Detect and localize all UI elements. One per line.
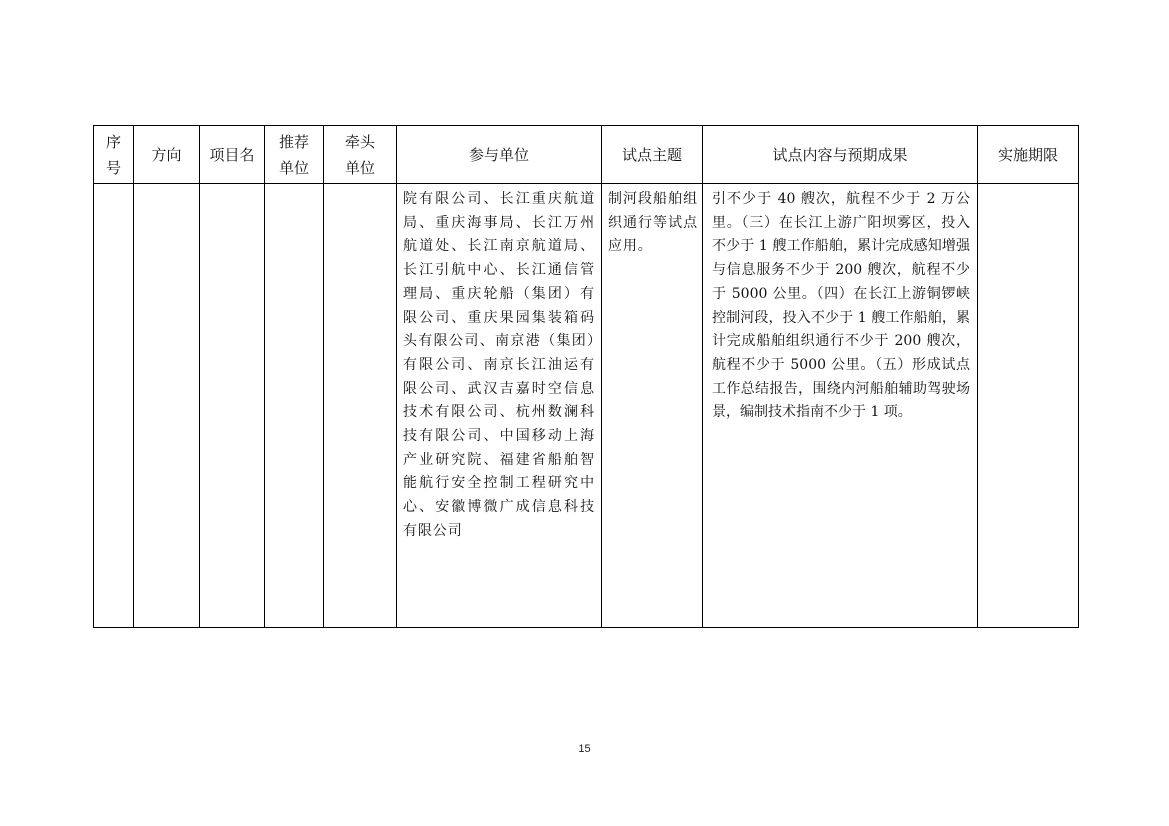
- participants-text: 院有限公司、长江重庆航道局、重庆海事局、长江万州航道处、长江南京航道局、长江引航中心、长江通信管理局、重庆轮船（集团）有限公司、重庆果园集装箱码头有限公司、南京港（集团）有限公司、南京长江油运有限公司、武汉吉嘉时空信息技术有限公司、杭州数澜科技有限公司、中国移动上海产业研究院、福建省船舶智能航行安全控制工程研究中心、安徽博微广成信息科技有限公司: [403, 191, 595, 539]
- cell-participants: [397, 184, 602, 628]
- cell-recommending-unit: [265, 184, 324, 628]
- cell-lead-unit: [324, 184, 397, 628]
- header-content-results: 试点内容与预期成果: [703, 126, 978, 184]
- cell-direction: [134, 184, 200, 628]
- header-index: 序号: [94, 126, 134, 184]
- cell-content-results: [703, 184, 978, 628]
- content-results-text: 引不少于 40 艘次，航程不少于 2 万公里。（三）在长江上游广阳坝雾区，投入不少于 1 艘工作船舶，累计完成感知增强与信息服务不少于 200 艘次，航程不少于 5000 公里。（四）在长江上游铜锣峡控制河段，投入不少于 1 艘工作船舶，累计完成船舶组织通行不少于 200 艘次，航程不少于 5000 公里。（五）形成试点工作总结报告，围绕内河船舶辅助驾驶场景，编制技术指南不少于 1 项。: [712, 191, 970, 421]
- table-header-row: [94, 126, 1079, 184]
- pilot-theme-text: 制河段船舶组织通行等试点应用。: [608, 191, 698, 255]
- table-row: [94, 184, 1079, 628]
- header-recommending-unit: 推荐单位: [265, 126, 324, 184]
- header-pilot-theme: 试点主题: [602, 126, 703, 184]
- page-number: 15: [578, 743, 591, 755]
- cell-project-name: [200, 184, 265, 628]
- header-period: 实施期限: [978, 126, 1079, 184]
- header-direction: 方向: [134, 126, 200, 184]
- project-table: [93, 125, 1079, 628]
- cell-period: [978, 184, 1079, 628]
- cell-pilot-theme: [602, 184, 703, 628]
- header-lead-unit: 牵头单位: [324, 126, 397, 184]
- cell-index: [94, 184, 134, 628]
- header-project-name: 项目名: [200, 126, 265, 184]
- header-participants: 参与单位: [397, 126, 602, 184]
